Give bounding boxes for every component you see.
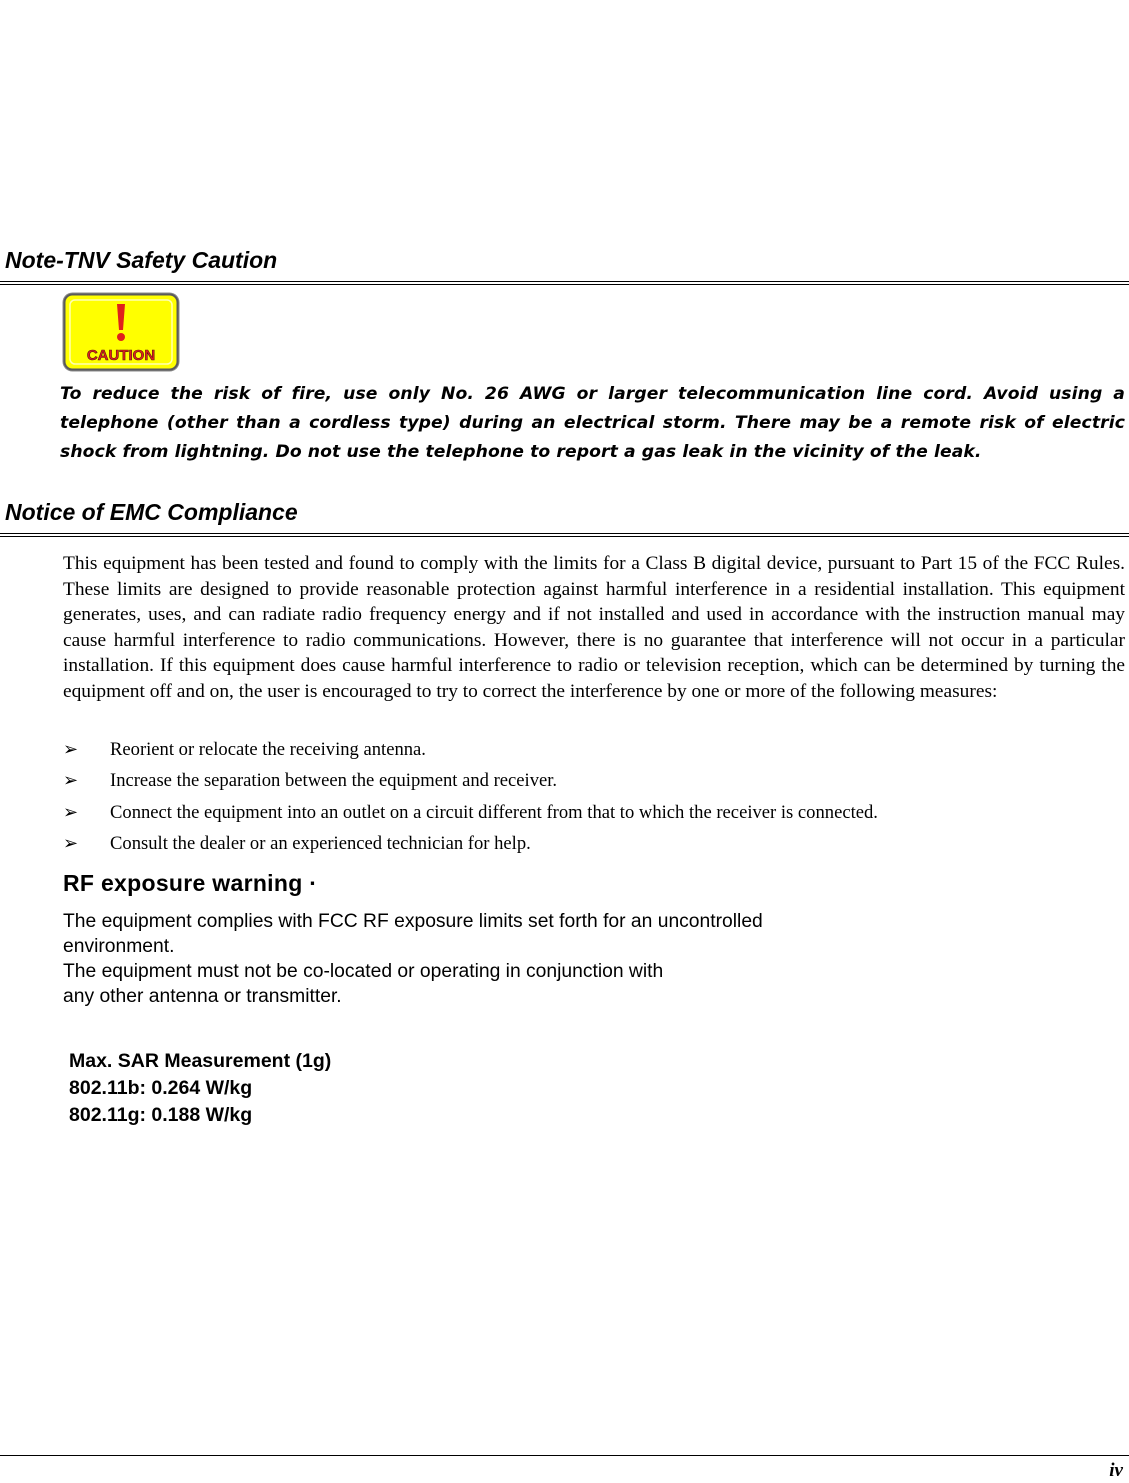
- footer-rule: [0, 1455, 1129, 1456]
- rf-line: The equipment must not be co-located or operating in conjunction with: [63, 961, 664, 982]
- sar-title: Max. SAR Measurement (1g): [69, 1050, 332, 1072]
- list-item: [63, 797, 878, 828]
- tnv-heading: Note-TNV Safety Caution: [5, 247, 278, 273]
- list-item: [63, 765, 878, 796]
- arrowhead-bullet-icon: ➢: [63, 801, 79, 823]
- sar-value: 802.11b: 0.264 W/kg: [69, 1077, 253, 1099]
- emc-measures-list: [63, 734, 878, 859]
- rf-line: The equipment complies with FCC RF exposure limits set forth for an uncontrolled: [63, 911, 763, 932]
- arrowhead-bullet-icon: ➢: [63, 770, 79, 792]
- emc-body: This equipment has been tested and found to comply with the limits for a Class B digital device, pursuant to Part 15 of the FCC Rules. These limits are designed to provide reasonable protection against harmful interference in a residential installation. This equipment generates, uses, and can radiate radio frequency energy and if not installed and used in accordance with the instruction manual may cause harmful interference to radio communications. However, there is no guarantee that interference will not occur in a particular installation. If this equipment does cause harmful interference to radio or television reception, which can be determined by turning the equipment off and on, the user is encouraged to try to correct the interference by one or more of the following measures:: [63, 553, 1125, 702]
- measure-text: Consult the dealer or an experienced technician for help.: [110, 832, 531, 854]
- emc-heading-rule: [0, 533, 1129, 537]
- tnv-heading-rule: [0, 281, 1129, 285]
- page-number: iv: [1109, 1460, 1123, 1481]
- measure-text: Increase the separation between the equipment and receiver.: [110, 770, 558, 792]
- arrowhead-bullet-icon: ➢: [63, 739, 79, 760]
- arrowhead-bullet-icon: ➢: [63, 832, 79, 854]
- caution-icon: [60, 290, 182, 374]
- caution-icon-label: CAUTION: [86, 347, 156, 364]
- rf-heading: RF exposure warning ·: [63, 870, 318, 896]
- list-item: [63, 734, 878, 765]
- sar-value: 802.11g: 0.188 W/kg: [69, 1104, 253, 1126]
- rf-line: environment.: [63, 936, 175, 957]
- emc-heading: Notice of EMC Compliance: [5, 499, 298, 525]
- tnv-caution-text: To reduce the risk of fire, use only No. 26 AWG or larger telecommunication line cord. Avoid using a telephone (other than a cordless type) during an electrical storm. There may be a remote risk of electric shock from lightning. Do not use the telephone to report a gas leak in the vicinity of the leak.: [60, 384, 1125, 462]
- rf-line: any other antenna or transmitter.: [63, 986, 342, 1007]
- measure-text: Connect the equipment into an outlet on a circuit different from that to which the receiver is connected.: [110, 801, 878, 823]
- list-item: [63, 828, 878, 859]
- measure-text: Reorient or relocate the receiving antenna.: [110, 739, 426, 760]
